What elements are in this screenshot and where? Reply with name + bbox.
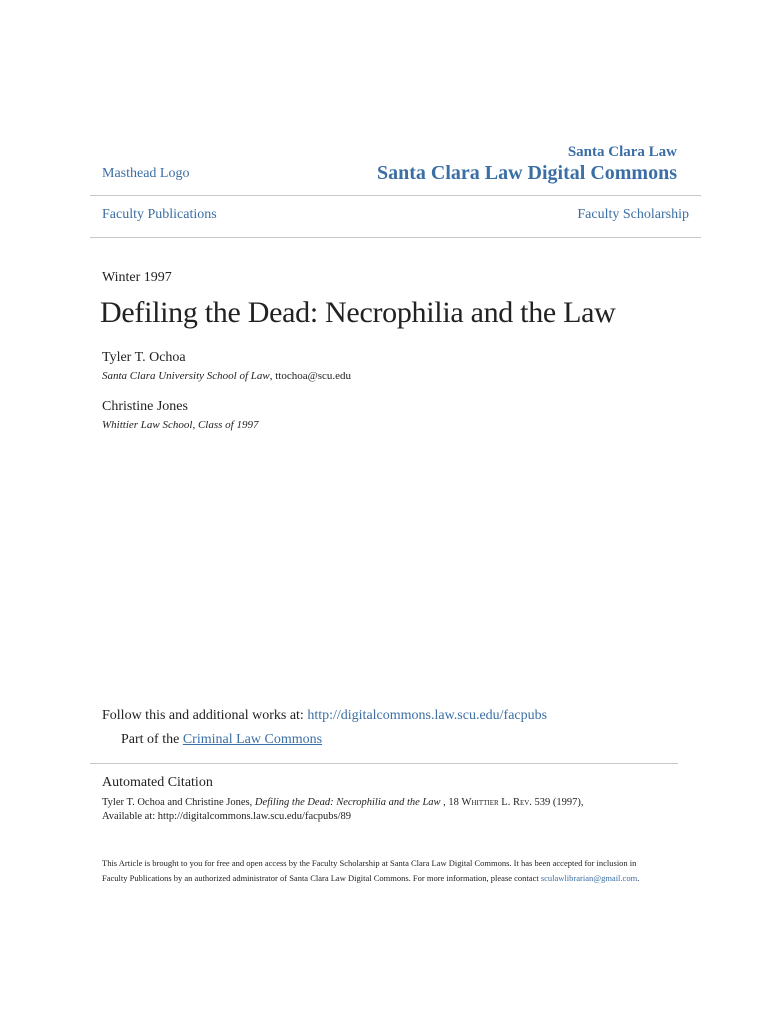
follow-prefix: Follow this and additional works at: bbox=[102, 708, 308, 723]
access-note-text: This Article is brought to you for free and open access by the Faculty Scholarship at Santa Clara Law Digital Commons. It has been accepted for inclusion in Faculty Publications by an authorized administrator of Santa Clara Law Digital Commons. For more information, please contact bbox=[102, 858, 637, 883]
citation-volume: , 18 bbox=[440, 797, 462, 808]
affiliation-text: Santa Clara University School of Law bbox=[102, 370, 270, 382]
institution-name[interactable]: Santa Clara Law bbox=[567, 144, 677, 160]
article-title: Defiling the Dead: Necrophilia and the Law bbox=[100, 296, 616, 329]
citation-journal: Whittier L. Rev. bbox=[461, 797, 532, 808]
citation-heading: Automated Citation bbox=[102, 775, 213, 790]
repository-header bbox=[377, 144, 677, 185]
follow-line bbox=[102, 708, 547, 724]
author-name: Tyler T. Ochoa bbox=[102, 350, 186, 365]
masthead-logo-link[interactable]: Masthead Logo bbox=[102, 166, 190, 181]
author-email: , ttochoa@scu.edu bbox=[269, 370, 352, 382]
criminal-law-commons-link[interactable]: Criminal Law Commons bbox=[182, 732, 323, 747]
affiliation-text: Whittier Law School, Class of 1997 bbox=[102, 419, 259, 431]
citation-text bbox=[102, 796, 662, 824]
repository-name[interactable]: Santa Clara Law Digital Commons bbox=[376, 162, 677, 184]
divider bbox=[90, 195, 701, 196]
citation-pages: 539 (1997), bbox=[531, 797, 584, 808]
citation-authors: Tyler T. Ochoa and Christine Jones, bbox=[102, 797, 255, 808]
faculty-scholarship-link[interactable]: Faculty Scholarship bbox=[577, 207, 689, 222]
faculty-publications-link[interactable]: Faculty Publications bbox=[102, 207, 217, 222]
access-note bbox=[102, 856, 662, 886]
publication-date: Winter 1997 bbox=[102, 270, 172, 285]
citation-available: Available at: http://digitalcommons.law.scu.edu/facpubs/89 bbox=[102, 811, 352, 822]
part-of-prefix: Part of the bbox=[121, 732, 183, 747]
divider bbox=[90, 763, 678, 764]
facpubs-url-link[interactable]: http://digitalcommons.law.scu.edu/facpubs bbox=[307, 708, 548, 723]
access-note-end: . bbox=[637, 873, 640, 883]
part-of-line bbox=[121, 732, 322, 748]
author-affiliation bbox=[102, 419, 258, 431]
author-affiliation bbox=[102, 370, 351, 382]
author-name: Christine Jones bbox=[102, 399, 188, 414]
contact-email-link[interactable]: sculawlibrarian@gmail.com bbox=[540, 873, 638, 883]
citation-title: Defiling the Dead: Necrophilia and the Law bbox=[254, 797, 441, 808]
divider bbox=[90, 237, 701, 238]
